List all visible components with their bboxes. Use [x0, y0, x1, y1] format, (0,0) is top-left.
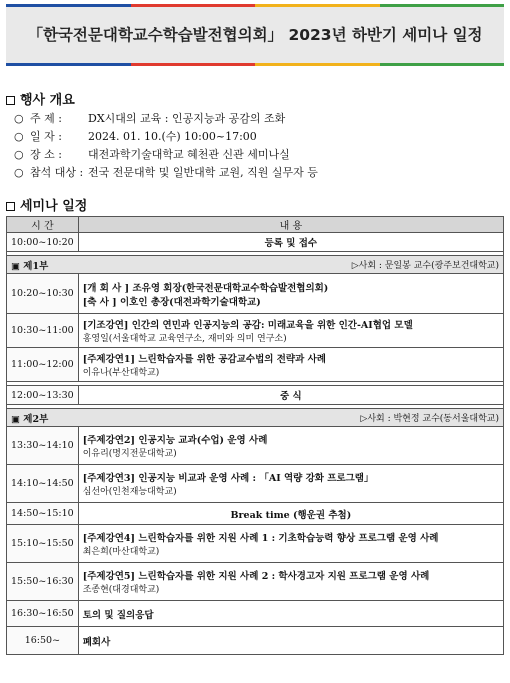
stripe-yellow-bottom [255, 63, 380, 66]
table-row: 16:30~16:50 토의 및 질의응답 [7, 601, 504, 627]
stripe-red-bottom [131, 63, 256, 66]
circle-bullet-icon: ○ [14, 130, 24, 143]
square-bullet-icon [6, 202, 15, 211]
table-row: 15:10~15:50 [주제강연4] 느린학습자를 위한 지원 사례 1 : 기초학습능력 향상 프로그램 운영 사례 최은희(마산대학교) [7, 525, 504, 563]
table-row: 14:50~15:10 Break time (행운권 추첨) [7, 503, 504, 525]
circle-bullet-icon: ○ [14, 148, 24, 161]
overview-item: ○ 장 소 : 대전과학기술대학교 혜천관 신관 세미나실 [14, 146, 318, 164]
table-row: 16:50~ 폐회사 [7, 627, 504, 655]
table-row: 12:00~13:30 중 식 [7, 386, 504, 405]
table-row: 13:30~14:10 [주제강연2] 인공지능 교과(수업) 운영 사례 이유리(명지전문대학교) [7, 427, 504, 465]
stripe-blue-bottom [6, 63, 131, 66]
col-time-header: 시 간 [7, 217, 79, 233]
stripe-green-bottom [380, 63, 505, 66]
moderator: ▷사회 : 박현정 교수(동서울대학교) [360, 413, 499, 424]
overview-heading: 행사 개요 [6, 89, 75, 108]
overview-item: ○ 주 제 : DX시대의 교육 : 인공지능과 공감의 조화 [14, 110, 318, 128]
table-row: 15:50~16:30 [주제강연5] 느린학습자를 위한 지원 사례 2 : 학사경고자 지원 프로그램 운영 사례 조종현(대경대학교) [7, 563, 504, 601]
table-row: 14:10~14:50 [주제강연3] 인공지능 비교과 운영 사례 : 「AI 역량 강화 프로그램」 심선아(인천재능대학교) [7, 465, 504, 503]
square-bullet-icon [6, 96, 15, 105]
stripe-red [131, 4, 256, 7]
schedule-table [6, 216, 504, 655]
title-banner [6, 4, 504, 66]
table-row: 11:00~12:00 [주제강연1] 느린학습자를 위한 공감교수법의 전략과 사례 이유나(부산대학교) [7, 348, 504, 382]
moderator: ▷사회 : 문일봉 교수(광주보건대학교) [351, 260, 499, 271]
stripe-yellow [255, 4, 380, 7]
session-label: ▣ 제2부 [11, 413, 49, 425]
col-content-header: 내 용 [78, 217, 503, 233]
overview-item: ○ 참석 대상 : 전국 전문대학 및 일반대학 교원, 직원 실무자 등 [14, 164, 318, 182]
overview-item: ○ 일 자 : 2024. 01. 10.(수) 10:00~17:00 [14, 128, 318, 146]
session-1-row [7, 256, 504, 274]
circle-bullet-icon: ○ [14, 112, 24, 125]
schedule-heading: 세미나 일정 [6, 195, 87, 214]
page-title: 「한국전문대학교수학습발전협의회」 2023년 하반기 세미나 일정 [27, 26, 483, 44]
session-label: ▣ 제1부 [11, 260, 49, 272]
stripe-green [380, 4, 505, 7]
table-row: 10:20~10:30 [개 회 사 ] 조유영 회장(한국전문대학교수학습발전협의회) [축 사 ] 이호인 총장(대전과학기술대학교) [7, 274, 504, 314]
overview-list [14, 110, 318, 182]
table-row: 10:30~11:00 [기조강연] 인간의 연민과 인공지능의 공감: 미래교육을 위한 인간-AI협업 모델 홍영일(서울대학교 교육연구소, 재미와 의미 연구소) [7, 314, 504, 348]
table-row: 10:00~10:20 등록 및 접수 [7, 233, 504, 252]
stripe-blue [6, 4, 131, 7]
session-2-row [7, 409, 504, 427]
circle-bullet-icon: ○ [14, 166, 24, 179]
table-header-row [7, 217, 504, 233]
